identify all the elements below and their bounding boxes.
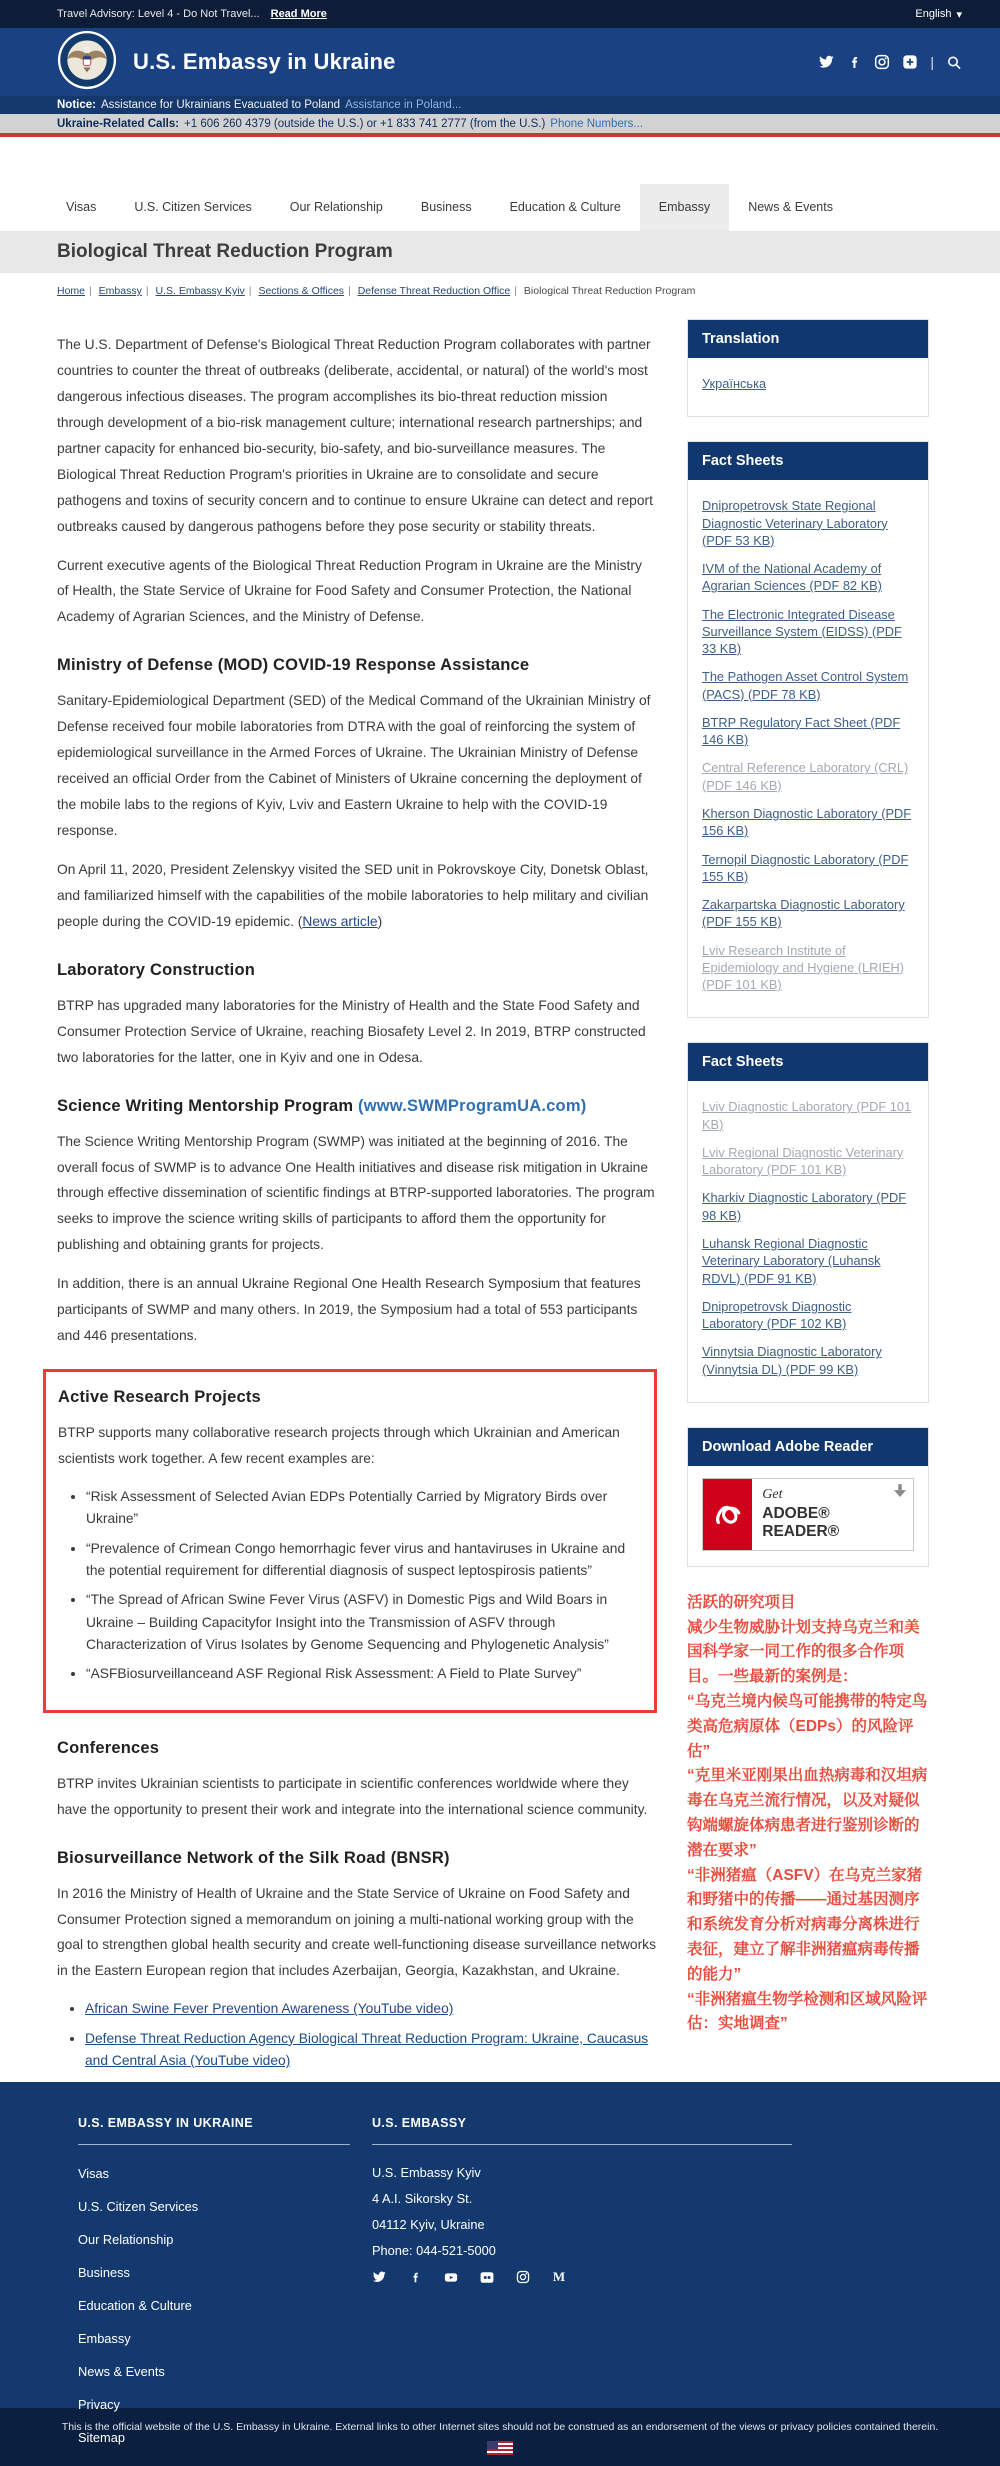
fact-sheets-box-2 xyxy=(687,1042,929,1402)
fact-sheet-link[interactable]: Zakarpartska Diagnostic Laboratory (PDF 155 KB) xyxy=(702,897,905,930)
mod-heading: Ministry of Defense (MOD) COVID-19 Response Assistance xyxy=(57,656,530,675)
footer-link[interactable]: U.S. Citizen Services xyxy=(78,2199,199,2215)
mod-paragraph-2-close: ) xyxy=(377,913,383,929)
breadcrumb-separator: | xyxy=(89,285,92,297)
youtube-video-link[interactable]: African Swine Fever Prevention Awareness (YouTube video) xyxy=(85,2001,454,2017)
fact-sheet-link[interactable]: The Electronic Integrated Disease Surveillance System (EIDSS) (PDF 33 KB) xyxy=(702,606,902,657)
flickr-icon[interactable] xyxy=(480,2270,494,2284)
footer-link-item xyxy=(78,2231,350,2249)
nav-item-label: News & Events xyxy=(748,200,833,214)
page-title-band xyxy=(0,231,1000,273)
video-link-item xyxy=(85,1998,657,2020)
breadcrumb-separator: | xyxy=(514,285,517,297)
nav-item[interactable] xyxy=(402,184,491,231)
research-project-item: • “ASFBiosurveillanceand ASF Regional Risk Assessment: A Field to Plate Survey” xyxy=(86,1663,638,1685)
breadcrumb-link[interactable]: Sections & Offices xyxy=(258,285,345,297)
footer-link-item xyxy=(78,2297,350,2315)
lab-heading: Laboratory Construction xyxy=(57,960,256,979)
nav-item-label: Education & Culture xyxy=(509,200,621,214)
adobe-reader-box xyxy=(687,1427,929,1567)
site-header xyxy=(0,28,1000,96)
address-line: 04112 Kyiv, Ukraine xyxy=(372,2217,485,2233)
adobe-box-title: Download Adobe Reader xyxy=(688,1428,928,1466)
footer-link[interactable]: Our Relationship xyxy=(78,2232,174,2248)
notice-text: Assistance for Ukrainians Evacuated to Poland xyxy=(100,99,341,111)
swmp-paragraph-2: In addition, there is an annual Ukraine Regional One Health Research Symposium that features participants of SWMP and many others. In 2019, the Symposium had a total of 553 participants and 446 presentations. xyxy=(57,1276,641,1344)
nav-item[interactable] xyxy=(729,184,852,231)
nav-item-label: Embassy xyxy=(658,200,711,214)
news-article-link[interactable]: News article xyxy=(302,913,378,929)
footer-links-column xyxy=(78,2116,350,2462)
fact-sheet-link[interactable]: The Pathogen Asset Control System (PACS) (PDF 78 KB) xyxy=(702,669,909,702)
breadcrumb-link[interactable]: U.S. Embassy Kyiv xyxy=(155,285,245,297)
facebook-icon[interactable] xyxy=(846,54,862,70)
read-more-link[interactable]: Read More xyxy=(270,8,327,20)
footer-link-item xyxy=(78,2330,350,2348)
article xyxy=(57,319,657,2082)
us-flag-icon xyxy=(487,2441,513,2455)
swmp-heading xyxy=(57,1097,657,1116)
translation-link[interactable]: Українська xyxy=(702,376,767,391)
download-arrow-icon xyxy=(894,1484,906,1503)
nav-item[interactable] xyxy=(47,184,115,231)
breadcrumb-separator: | xyxy=(248,285,252,297)
address-line: Phone: 044-521-5000 xyxy=(372,2243,496,2259)
fact-sheet-link[interactable]: Ternopil Diagnostic Laboratory (PDF 155 KB) xyxy=(702,851,909,884)
fact-sheet-link[interactable]: Dnipropetrovsk State Regional Diagnostic Veterinary Laboratory (PDF 53 KB) xyxy=(702,498,888,548)
embassy-seal-logo[interactable] xyxy=(57,30,117,95)
bnsr-heading: Biosurveillance Network of the Silk Road (BNSR) xyxy=(57,1848,450,1867)
footer-link-item xyxy=(78,2264,350,2282)
footer-link[interactable]: Business xyxy=(78,2265,130,2281)
breadcrumb-separator: | xyxy=(348,285,351,297)
medium-icon[interactable]: M xyxy=(552,2269,566,2285)
fact-sheets-1-title: Fact Sheets xyxy=(688,442,928,480)
twitter-icon[interactable] xyxy=(372,2270,386,2284)
search-icon[interactable] xyxy=(946,54,962,70)
footer-social-icons xyxy=(372,2270,792,2284)
calls-label: Ukraine-Related Calls: xyxy=(57,117,180,130)
breadcrumb-current: Biological Threat Reduction Program xyxy=(523,285,696,297)
twitter-icon[interactable] xyxy=(818,54,834,70)
plus-icon[interactable] xyxy=(902,54,918,70)
breadcrumb-link[interactable]: Defense Threat Reduction Office xyxy=(357,285,511,297)
chinese-text-line: 减少生物威胁计划支持乌克兰和美国科学家一同工作的很多合作项目。一些最新的案例是： xyxy=(687,1618,920,1686)
fact-sheet-link[interactable]: Luhansk Regional Diagnostic Veterinary Laboratory (Luhansk RDVL) (PDF 91 KB) xyxy=(702,1235,881,1286)
fact-sheet-link[interactable]: Central Reference Laboratory (CRL) (PDF 146 KB) xyxy=(702,760,909,793)
fact-sheet-link[interactable]: Lviv Research Institute of Epidemiology and Hygiene (LRIEH) (PDF 101 KB) xyxy=(702,942,905,993)
nav-item[interactable] xyxy=(640,184,729,231)
language-selector[interactable] xyxy=(915,8,962,21)
adobe-reader-label: ADOBE® READER® xyxy=(762,1504,840,1540)
bnsr-paragraph: In 2016 the Ministry of Health of Ukraine and the State Service of Ukraine on Food Safety and Consumer Protection signed a memorandum on joining a multi-national working group with the goal to strengthen global health security and create well-functioning disease surveillance networks in the Eastern European region that includes Azerbaijan, Georgia, Kazakhstan, and Ukraine. xyxy=(57,1885,656,1979)
fact-sheet-link[interactable]: BTRP Regulatory Fact Sheet (PDF 146 KB) xyxy=(702,714,901,748)
active-research-paragraph: BTRP supports many collaborative research projects through which Ukrainian and American scientists work together. A few recent examples are: xyxy=(58,1425,620,1466)
nav-item[interactable] xyxy=(271,184,402,231)
notice-label: Notice: xyxy=(57,99,96,111)
fact-sheets-box-1 xyxy=(687,441,929,1018)
facebook-icon[interactable] xyxy=(408,2270,422,2284)
chevron-down-icon: ▾ xyxy=(956,8,962,21)
footer-link-item xyxy=(78,2363,350,2381)
adobe-get-label: Get xyxy=(762,1486,783,1502)
mod-paragraph-2-text: On April 11, 2020, President Zelenskyy visited the SED unit in Pokrovskoye City, Donetsk Oblast, and familiarized himself with the capabilities of the mobile laboratories to help military and civilian people during the COVID-19 epidemic. ( xyxy=(57,861,649,929)
notice-link[interactable]: Assistance in Poland... xyxy=(345,99,462,111)
research-project-item: • “The Spread of African Swine Fever Virus (ASFV) in Domestic Pigs and Wild Boars in Ukraine – Building Capacityfor Insight into the Transmission of ASFV through Characterization of Virus Isolates by Genome Sequencing and Phylogenetic Analysis” xyxy=(86,1589,638,1656)
footer-link-item xyxy=(78,2165,350,2183)
active-research-highlight-box xyxy=(43,1369,657,1713)
nav-item-label: Business xyxy=(420,200,472,214)
instagram-icon[interactable] xyxy=(516,2270,530,2284)
nav-item[interactable] xyxy=(115,184,270,231)
nav-item-label: Our Relationship xyxy=(289,200,383,214)
footer-divider xyxy=(372,2144,792,2145)
fact-sheet-link[interactable]: Lviv Diagnostic Laboratory (PDF 101 KB) xyxy=(702,1099,912,1132)
footer-col1-title: U.S. EMBASSY IN UKRAINE xyxy=(78,2116,253,2131)
active-research-heading: Active Research Projects xyxy=(58,1388,261,1407)
main-nav xyxy=(0,137,1000,231)
fact-sheet-link[interactable]: Vinnytsia Diagnostic Laboratory (Vinnytsia DL) (PDF 99 KB) xyxy=(702,1344,882,1377)
footer-link[interactable]: Sitemap xyxy=(78,2430,125,2446)
address-line: U.S. Embassy Kyiv xyxy=(372,2165,481,2181)
mod-paragraph-1: Sanitary-Epidemiological Department (SED) of the Medical Command of the Ukrainian Ministry of Defense received four mobile laboratories from DTRA with the goal of reinforcing the system of epidemiological surveillance in the Armed Forces of Ukraine. The Ukrainian Ministry of Defense received an official Order from the Cabinet of Ministers of Ukraine concerning the deployment of the mobile labs to the regions of Kyiv, Lviv and Eastern Ukraine to help with the COVID-19 response. xyxy=(57,693,651,838)
calls-text: +1 606 260 4379 (outside the U.S.) or +1 833 741 2777 (from the U.S.) xyxy=(184,117,546,130)
breadcrumb xyxy=(0,273,1000,297)
header-social-icons xyxy=(818,54,962,70)
footer-link[interactable]: Embassy xyxy=(78,2331,131,2347)
swmp-heading-text: Science Writing Mentorship Program xyxy=(57,1096,354,1115)
calls-link[interactable]: Phone Numbers... xyxy=(550,117,643,130)
page-title: Biological Threat Reduction Program xyxy=(57,241,393,262)
breadcrumb-separator: | xyxy=(145,285,149,297)
lab-paragraph: BTRP has upgraded many laboratories for the Ministry of Health and the State Food Safety and Consumer Protection Service of Ukraine, reaching Biosafety Level 2. In 2019, BTRP constructed two laboratories for the latter, one in Kyiv and one in Odesa. xyxy=(57,997,646,1065)
icon-separator: | xyxy=(930,54,934,70)
get-adobe-reader-button[interactable] xyxy=(702,1478,914,1551)
footer-link[interactable]: Privacy xyxy=(78,2397,120,2413)
chinese-translation-text xyxy=(687,1591,929,2037)
footer-link-item xyxy=(78,2396,350,2414)
chinese-text-line: “非洲猪瘟生物学检测和区域风险评估：实地调查” xyxy=(687,1990,928,2033)
swmp-site-link[interactable]: (www.SWMProgramUA.com) xyxy=(358,1096,587,1115)
youtube-video-link[interactable]: Defense Threat Reduction Agency Biological Threat Reduction Program: Ukraine, Caucasus and Central Asia (YouTube video) xyxy=(85,2030,649,2068)
translation-box-title: Translation xyxy=(688,320,928,358)
breadcrumb-link[interactable]: Home xyxy=(57,285,86,297)
mod-paragraph-2 xyxy=(57,857,657,935)
language-label: English xyxy=(915,8,952,20)
nav-item-label: U.S. Citizen Services xyxy=(134,200,252,214)
nav-item[interactable] xyxy=(491,184,640,231)
intro-paragraph-2: Current executive agents of the Biological Threat Reduction Program in Ukraine are the Ministry of Health, the State Service of Ukraine for Food Safety and Consumer Protection, the National Academy of Agrarian Sciences, and the Ministry of Defense. xyxy=(57,557,642,625)
chinese-text-line: “克里米亚刚果出血热病毒和汉坦病毒在乌克兰流行情况，以及对疑似钩端螺旋体病患者进行鉴别诊断的潜在要求” xyxy=(687,1767,928,1859)
fact-sheet-link[interactable]: Lviv Regional Diagnostic Veterinary Laboratory (PDF 101 KB) xyxy=(702,1144,904,1178)
footer-col2-title: U.S. EMBASSY xyxy=(372,2116,467,2131)
swmp-paragraph-1: The Science Writing Mentorship Program (SWMP) was initiated at the beginning of 2016. The overall focus of SWMP is to advance One Health initiatives and disease risk mitigation in Ukraine through effective dissemination of scientific findings at BTRP-supported laboratories. The program seeks to improve the science writing skills of participants to afford them the opportunity for publishing and obtaining grants for projects. xyxy=(57,1133,655,1253)
footer-link[interactable]: News & Events xyxy=(78,2364,165,2380)
footer-divider xyxy=(78,2144,350,2145)
instagram-icon[interactable] xyxy=(874,54,890,70)
research-project-item: • “Prevalence of Crimean Congo hemorrhagic fever virus and hantaviruses in Ukraine and the potential requirement for differential diagnosis of suspect leptospirosis patients” xyxy=(86,1538,638,1583)
fact-sheet-link[interactable]: Kherson Diagnostic Laboratory (PDF 156 KB) xyxy=(702,805,912,839)
notice-bar xyxy=(0,96,1000,114)
fact-sheets-2-title: Fact Sheets xyxy=(688,1043,928,1081)
embassy-address xyxy=(372,2165,792,2258)
site-disclaimer: This is the official website of the U.S. Embassy in Ukraine. External links to other Internet sites should not be construed as an endorsement of the views or privacy policies contained therein. xyxy=(61,2421,939,2434)
chinese-text-line: 活跃的研究项目 xyxy=(687,1593,796,1611)
youtube-icon[interactable] xyxy=(444,2270,458,2284)
video-link-item xyxy=(85,2028,657,2073)
adobe-pdf-icon xyxy=(703,1479,752,1550)
travel-advisory-text: Travel Advisory: Level 4 - Do Not Travel... xyxy=(57,8,260,20)
travel-advisory-bar xyxy=(0,0,1000,28)
footer-contact-column xyxy=(372,2116,792,2462)
main-content xyxy=(0,297,1000,2082)
sidebar xyxy=(687,319,929,2037)
translation-box xyxy=(687,319,929,417)
research-project-item: • “Risk Assessment of Selected Avian EDPs Potentially Carried by Migratory Birds over Ukraine” xyxy=(86,1486,638,1531)
footer-link-item xyxy=(78,2198,350,2216)
conferences-heading: Conferences xyxy=(57,1738,160,1757)
footer-link[interactable]: Education & Culture xyxy=(78,2298,192,2314)
site-title: U.S. Embassy in Ukraine xyxy=(133,49,396,74)
chinese-text-line: “非洲猪瘟（ASFV）在乌克兰家猪和野猪中的传播——通过基因测序和系统发育分析对病毒分离株进行表征，建立了解非洲猪瘟病毒传播的能力” xyxy=(687,1866,923,1983)
fact-sheet-link[interactable]: IVM of the National Academy of Agrarian Sciences (PDF 82 KB) xyxy=(702,561,882,594)
footer-link[interactable]: Visas xyxy=(78,2166,110,2182)
address-line: 4 A.I. Sikorsky St. xyxy=(372,2191,473,2207)
chinese-text-line: “乌克兰境内候鸟可能携带的特定鸟类高危病原体（EDPs）的风险评估” xyxy=(687,1693,928,1760)
breadcrumb-link[interactable]: Embassy xyxy=(98,285,142,297)
calls-bar xyxy=(0,114,1000,133)
nav-item-label: Visas xyxy=(66,200,97,214)
fact-sheet-link[interactable]: Kharkiv Diagnostic Laboratory (PDF 98 KB) xyxy=(702,1190,907,1223)
conferences-paragraph: BTRP invites Ukrainian scientists to participate in scientific conferences worldwide where they have the opportunity to present their work and integrate into the international science community. xyxy=(57,1775,648,1817)
intro-paragraph-1: The U.S. Department of Defense's Biological Threat Reduction Program collaborates with partner countries to counter the threat of outbreaks (deliberate, accidental, or natural) of the world's most dangerous infectious diseases. The program accomplishes its bio-threat reduction mission through development of a bio-risk management culture; international research partnerships; and partner capacity for enhanced bio-security, bio-safety, and bio-surveillance measures. The Biological Threat Reduction Program's priorities in Ukraine are to consolidate and secure pathogens and toxins of security concern and to continue to ensure Ukraine can detect and report outbreaks caused by dangerous pathogens before they pose security or stability threats. xyxy=(57,337,653,534)
fact-sheet-link[interactable]: Dnipropetrovsk Diagnostic Laboratory (PDF 102 KB) xyxy=(702,1298,852,1332)
